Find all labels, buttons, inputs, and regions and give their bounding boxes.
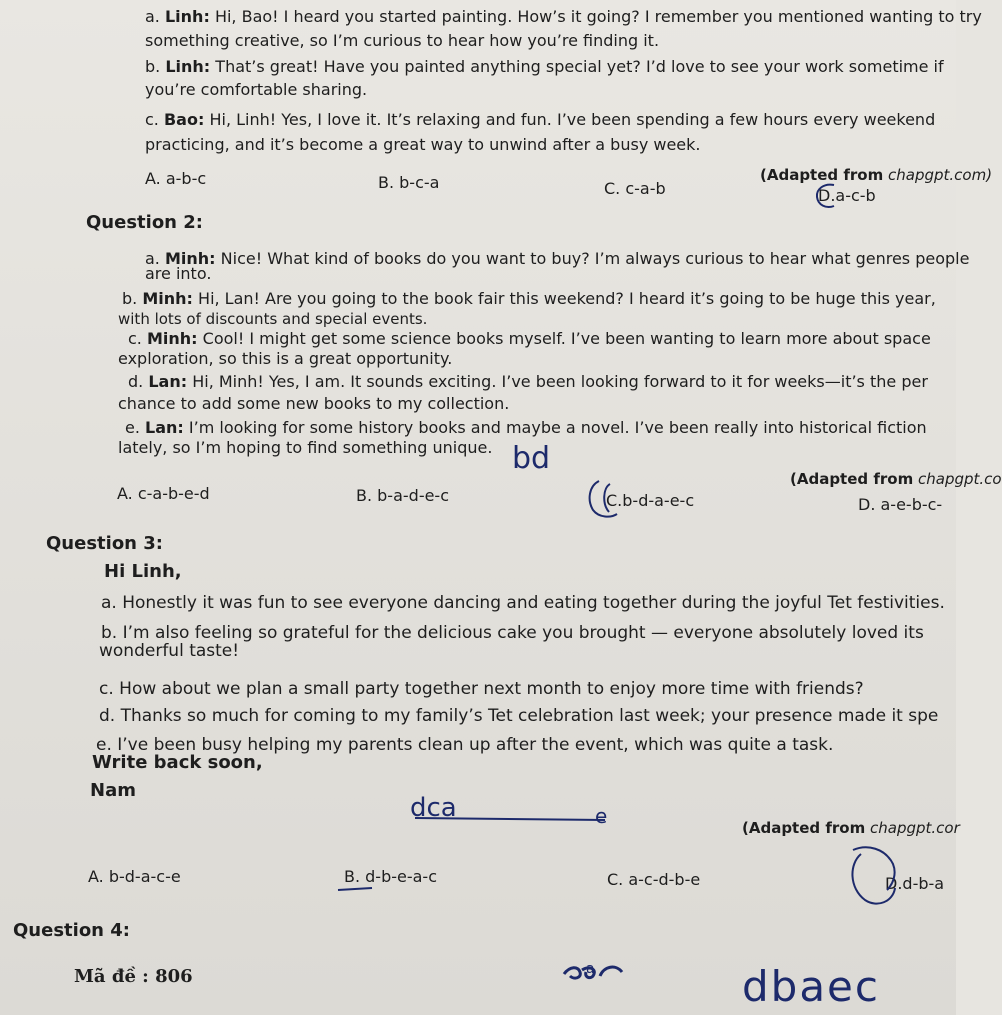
q3-source: (Adapted from chapgpt.cor xyxy=(742,819,960,837)
q2-line-e: e. Lan: I’m looking for some history books and maybe a novel. I’ve been really into historical fiction xyxy=(125,418,927,437)
q3-signature: Nam xyxy=(90,780,136,801)
q1-option-b: B. b-c-a xyxy=(378,173,440,192)
q3-line-a: a. Honestly it was fun to see everyone dancing and eating together during the joyful Tet festivities. xyxy=(101,593,945,613)
q1-line-a: a. Linh: Hi, Bao! I heard you started painting. How’s it going? I remember you mentioned wanting to try xyxy=(145,7,982,26)
q1-line-c-cont: practicing, and it’s become a great way to unwind after a busy week. xyxy=(145,135,701,154)
q2-option-a: A. c-a-b-e-d xyxy=(117,484,210,503)
q1-line-c: c. Bao: Hi, Linh! Yes, I love it. It’s relaxing and fun. I’ve been spending a few hours every weekend xyxy=(145,110,936,129)
q2-line-b: b. Minh: Hi, Lan! Are you going to the book fair this weekend? I heard it’s going to be huge this year, xyxy=(122,289,936,308)
q3-title: Question 3: xyxy=(46,533,163,554)
q1-line-a-cont: something creative, so I’m curious to hear how you’re finding it. xyxy=(145,31,660,50)
q2-source: (Adapted from chapgpt.co xyxy=(790,470,1002,488)
q2-line-c: c. Minh: Cool! I might get some science books myself. I’ve been wanting to learn more about space xyxy=(128,329,931,348)
q3-line-c: c. How about we plan a small party together next month to enjoy more time with friends? xyxy=(99,679,864,699)
q3-handwritten-note-right: e xyxy=(595,804,608,828)
q3-line-b-cont: wonderful taste! xyxy=(99,641,240,661)
q2-title: Question 2: xyxy=(86,212,203,233)
bottom-handwritten-mid: a xyxy=(586,961,595,977)
q2-line-c-cont: exploration, so this is a great opportunity. xyxy=(118,349,453,368)
q2-line-d: d. Lan: Hi, Minh! Yes, I am. It sounds exciting. I’ve been looking forward to it for weeks—it’s the per xyxy=(128,372,928,391)
q2-line-a: a. Minh: Nice! What kind of books do you want to buy? I’m always curious to hear what genres people xyxy=(145,249,970,268)
q2-option-c: C.b-d-a-e-c xyxy=(606,491,695,510)
q3-handwritten-note: dca xyxy=(410,793,457,823)
q1-line-b-cont: you’re comfortable sharing. xyxy=(145,80,368,99)
q1-source: (Adapted from chapgpt.com) xyxy=(760,166,993,184)
q1-option-d: D.a-c-b xyxy=(818,186,876,205)
q3-option-b: B. d-b-e-a-c xyxy=(344,867,437,886)
q2-option-d: D. a-e-b-c- xyxy=(858,495,943,514)
q3-option-d: D.d-b-a xyxy=(885,874,945,893)
q3-line-b: b. I’m also feeling so grateful for the delicious cake you brought — everyone absolutely loved its xyxy=(101,623,924,643)
bottom-handwritten-answer: dbaec xyxy=(742,962,880,1011)
q3-closing: Write back soon, xyxy=(92,752,263,773)
q2-line-d-cont: chance to add some new books to my collection. xyxy=(118,394,510,413)
q2-handwritten-note: bd xyxy=(512,441,551,476)
q3-line-e: e. I’ve been busy helping my parents clean up after the event, which was quite a task. xyxy=(96,735,834,755)
q3-handwritten-line xyxy=(405,810,635,830)
q1-option-a: A. a-b-c xyxy=(145,169,207,188)
q1-line-b: b. Linh: That’s great! Have you painted anything special yet? I’d love to see your work sometime if xyxy=(145,57,944,76)
q2-option-b: B. b-a-d-e-c xyxy=(356,486,449,505)
bottom-scribble xyxy=(560,960,630,984)
q2-line-e-cont: lately, so I’m hoping to find something unique. xyxy=(118,438,493,457)
q2-line-a-cont: are into. xyxy=(145,264,212,283)
q2-line-b-cont: with lots of discounts and special events. xyxy=(118,310,428,328)
q3-option-a: A. b-d-a-c-e xyxy=(88,867,181,886)
q1-option-c: C. c-a-b xyxy=(604,179,666,198)
q3-option-c: C. a-c-d-b-e xyxy=(607,870,701,889)
q3-greeting: Hi Linh, xyxy=(104,561,182,582)
exam-code: Mã đề : 806 xyxy=(74,966,193,987)
q3-line-d: d. Thanks so much for coming to my family’s Tet celebration last week; your presence made it spe xyxy=(99,706,939,726)
q4-title: Question 4: xyxy=(13,920,130,941)
